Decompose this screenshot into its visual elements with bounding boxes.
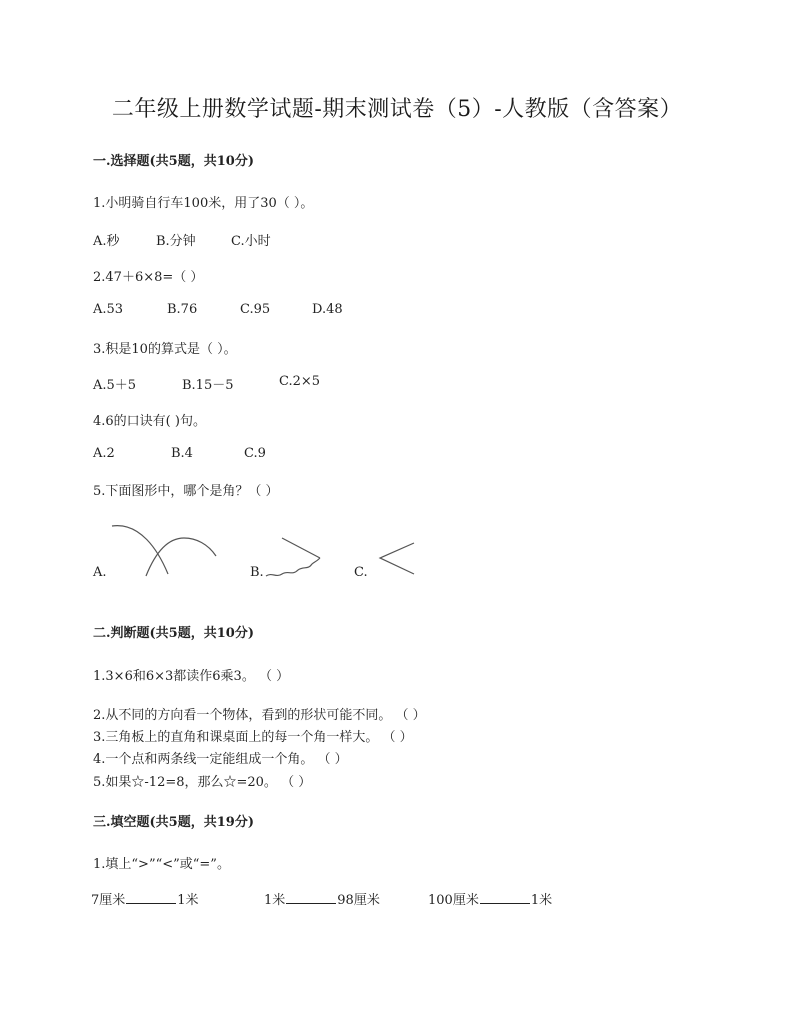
compare-right: 1米 bbox=[177, 893, 199, 908]
compare-item-2 bbox=[264, 889, 380, 908]
option-5b: B. bbox=[250, 565, 264, 580]
compare-item-1 bbox=[91, 889, 199, 908]
answer-blank[interactable] bbox=[480, 891, 530, 904]
option-2d: D.48 bbox=[312, 302, 343, 317]
figure-a-crossing-curves bbox=[110, 520, 220, 580]
compare-left: 7厘米 bbox=[91, 893, 126, 908]
option-4b: B.4 bbox=[171, 446, 193, 461]
fill-question-1: 1.填上“>”“<”或“=”。 bbox=[93, 857, 230, 872]
compare-right: 98厘米 bbox=[337, 893, 380, 908]
compare-right: 1米 bbox=[530, 893, 553, 908]
section-heading-fill-blank: 三.填空题(共5题，共19分) bbox=[93, 815, 254, 830]
judgement-3: 3.三角板上的直角和课桌面上的每一个角一样大。 （ ） bbox=[93, 730, 413, 745]
question-5: 5.下面图形中，哪个是角？（ ） bbox=[93, 484, 279, 499]
answer-blank[interactable] bbox=[286, 891, 336, 904]
compare-item-3 bbox=[428, 889, 552, 908]
option-2a: A.53 bbox=[93, 302, 124, 317]
option-3b: B.15－5 bbox=[182, 378, 234, 393]
option-3a: A.5＋5 bbox=[93, 378, 137, 393]
option-1b: B.分钟 bbox=[156, 234, 196, 249]
section-heading-judgement: 二.判断题(共5题，共10分) bbox=[93, 626, 254, 641]
question-1: 1.小明骑自行车100米，用了30（ ）。 bbox=[93, 196, 314, 211]
judgement-4: 4.一个点和两条线一定能组成一个角。 （ ） bbox=[93, 752, 348, 767]
option-4c: C.9 bbox=[244, 446, 266, 461]
section-heading-choice: 一.选择题(共5题，共10分) bbox=[93, 154, 254, 169]
option-2b: B.76 bbox=[167, 302, 198, 317]
judgement-1: 1.3×6和6×3都读作6乘3。 （ ） bbox=[93, 669, 290, 684]
option-1a: A.秒 bbox=[93, 234, 120, 249]
option-1c: C.小时 bbox=[231, 234, 271, 249]
option-5c: C. bbox=[354, 565, 368, 580]
figure-b-wavy-angle bbox=[262, 536, 326, 580]
option-3c: C.2×5 bbox=[279, 374, 321, 389]
question-4: 4.6的口诀有( )句。 bbox=[93, 414, 206, 429]
document-title: 二年级上册数学试题-期末测试卷（5）-人教版（含答案） bbox=[111, 97, 683, 122]
option-5a: A. bbox=[93, 565, 107, 580]
judgement-5: 5.如果☆-12=8，那么☆=20。 （ ） bbox=[93, 775, 312, 790]
option-2c: C.95 bbox=[240, 302, 271, 317]
judgement-2: 2.从不同的方向看一个物体，看到的形状可能不同。 （ ） bbox=[93, 708, 426, 723]
figure-c-angle bbox=[376, 540, 420, 576]
compare-left: 1米 bbox=[264, 893, 286, 908]
question-2: 2.47＋6×8=（ ） bbox=[93, 270, 204, 285]
option-4a: A.2 bbox=[93, 446, 115, 461]
answer-blank[interactable] bbox=[126, 891, 176, 904]
compare-left: 100厘米 bbox=[428, 893, 479, 908]
question-3: 3.积是10的算式是（ ）。 bbox=[93, 342, 237, 357]
